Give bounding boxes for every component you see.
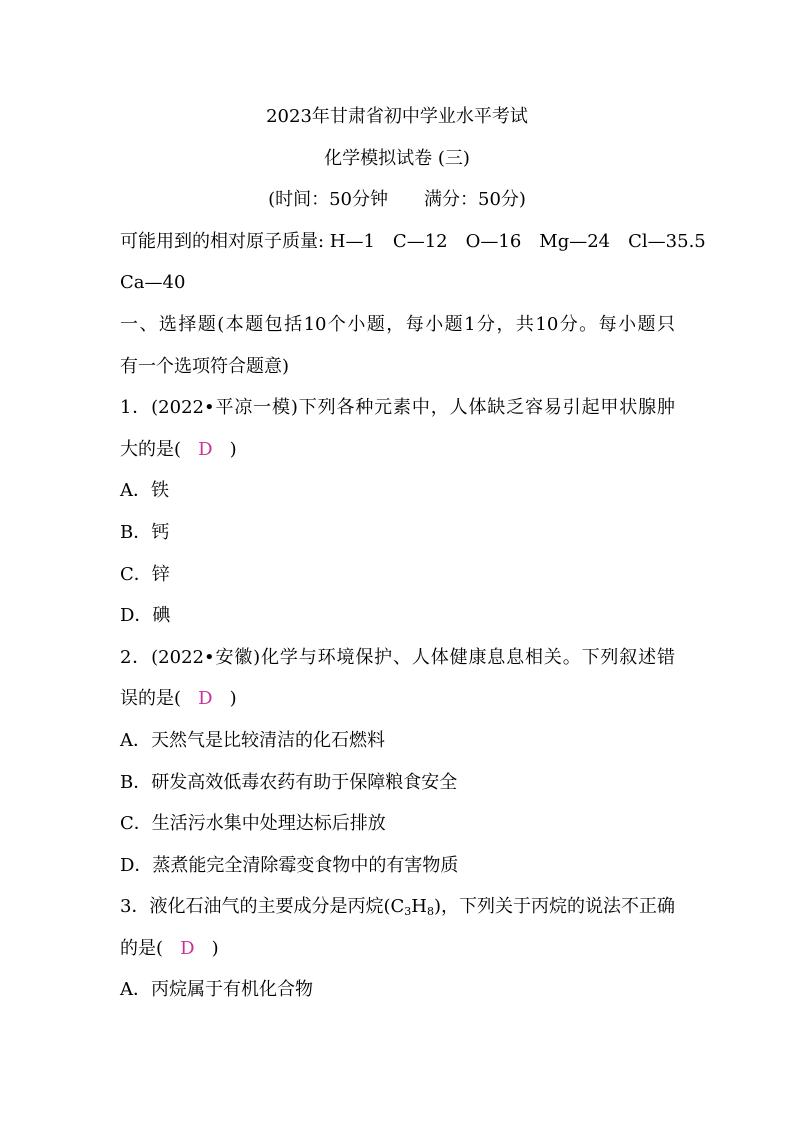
section-heading: 一、选择题(本题包括10个小题，每小题1分，共10分。每小题只 bbox=[120, 313, 675, 335]
option-b: B．研发高效低毒农药有助于保障粮食安全 bbox=[120, 771, 458, 793]
option-a: A．丙烷属于有机化合物 bbox=[120, 979, 313, 1001]
question-stem-close-paren: ) bbox=[229, 688, 237, 710]
option-c: C．生活污水集中处理达标后排放 bbox=[120, 813, 386, 835]
question-stem-text: 的是( bbox=[120, 937, 164, 959]
question-stem-text: 3．液化石油气的主要成分是丙烷(C bbox=[120, 896, 405, 918]
question-stem-answer-line bbox=[0, 928, 794, 970]
question-1 bbox=[0, 387, 794, 637]
formula-subscript: 3 bbox=[404, 905, 412, 919]
question-stem-answer-line bbox=[0, 429, 794, 471]
option-b: B．钙 bbox=[120, 521, 170, 543]
option-d: D．碘 bbox=[120, 605, 171, 627]
question-stem-close-paren: ) bbox=[229, 438, 237, 460]
answer-letter: D bbox=[180, 937, 195, 959]
atomic-masses-line: 可能用到的相对原子质量: H—1 C—12 O—16 Mg—24 Cl—35.5 bbox=[120, 230, 706, 252]
answer-letter: D bbox=[198, 688, 213, 710]
exam-subtitle: 化学模拟试卷 (三) bbox=[324, 147, 470, 169]
question-stem-text: 大的是( bbox=[120, 438, 182, 460]
question-stem-answer-line bbox=[0, 678, 794, 720]
question-stem-close-paren: ) bbox=[211, 937, 219, 959]
option-a: A．铁 bbox=[120, 480, 169, 502]
section-heading-continuation: 有一个选项符合题意) bbox=[120, 355, 290, 377]
question-stem: 1．(2022•平凉一模)下列各种元素中，人体缺乏容易引起甲状腺肿 bbox=[120, 397, 675, 419]
question-stem-text: 误的是( bbox=[120, 688, 182, 710]
question-stem-text: )，下列关于丙烷的说法不正确 bbox=[433, 896, 675, 918]
formula-element: H bbox=[411, 896, 427, 918]
formula-subscript: 8 bbox=[426, 905, 434, 919]
answer-letter: D bbox=[198, 438, 213, 460]
exam-title: 2023年甘肃省初中学业水平考试 bbox=[266, 106, 528, 127]
question-2 bbox=[0, 637, 794, 887]
option-a: A．天然气是比较清洁的化石燃料 bbox=[120, 729, 385, 751]
question-stem: 2．(2022•安徽)化学与环境保护、人体健康息息相关。下列叙述错 bbox=[120, 646, 675, 668]
question-stem bbox=[0, 886, 675, 928]
option-c: C．锌 bbox=[120, 563, 170, 585]
atomic-masses-continuation: Ca—40 bbox=[120, 272, 186, 294]
question-3 bbox=[0, 886, 794, 1011]
exam-time-info: (时间：50分钟 满分：50分) bbox=[268, 189, 526, 211]
option-d: D．蒸煮能完全清除霉变食物中的有害物质 bbox=[120, 854, 459, 876]
